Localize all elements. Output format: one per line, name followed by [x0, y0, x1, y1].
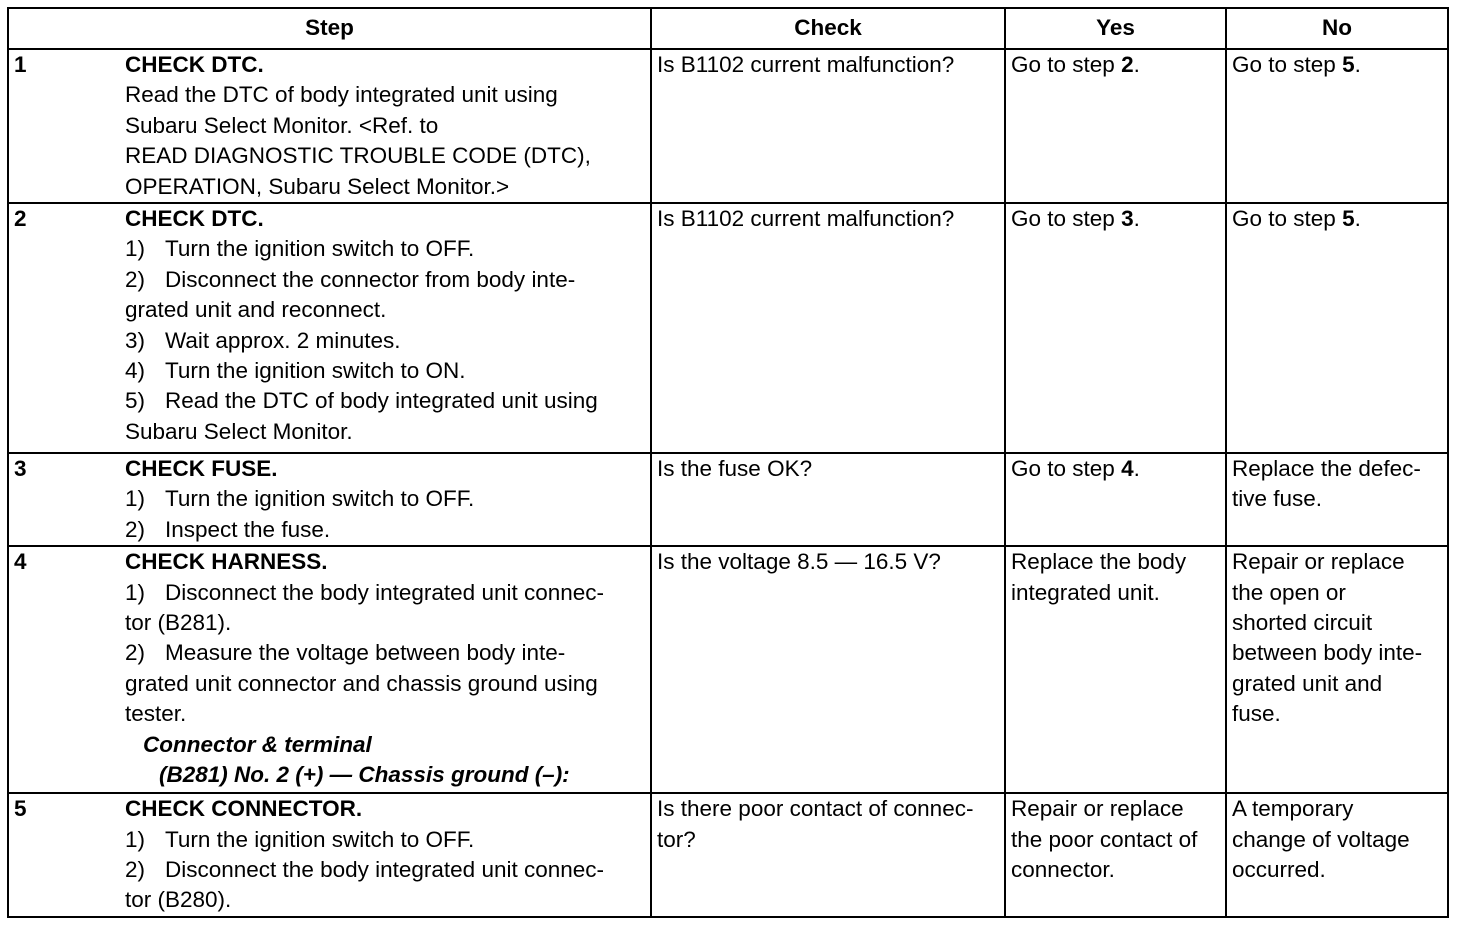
yes-line: the poor contact of	[1011, 826, 1198, 852]
step-title: CHECK FUSE.	[125, 456, 278, 482]
step-item	[125, 234, 650, 264]
no-cell	[1226, 793, 1448, 917]
step-item: grated unit connector and chassis ground using	[125, 670, 598, 696]
step-title: CHECK DTC.	[125, 52, 264, 77]
header-yes: Yes	[1005, 8, 1226, 49]
yes-cell	[1005, 49, 1226, 203]
yes-step-ref: 3	[1121, 206, 1134, 232]
item-text: Turn the ignition switch to OFF.	[165, 236, 475, 262]
header-step: Step	[8, 8, 651, 49]
step-item: tester.	[125, 701, 187, 727]
no-line: the open or	[1232, 579, 1346, 605]
no-cell	[1226, 203, 1448, 453]
step-number: 5	[8, 793, 125, 917]
item-text: Turn the ignition switch to OFF.	[165, 826, 475, 852]
check-cell	[651, 793, 1005, 917]
no-cell	[1226, 546, 1448, 793]
item-text: Measure the voltage between body inte-	[165, 640, 566, 666]
step-number: 3	[8, 453, 125, 546]
step-cell	[125, 793, 651, 917]
spec-value: (B281) No. 2 (+) — Chassis ground (–):	[159, 762, 570, 788]
step-cell	[125, 203, 651, 453]
check-cell	[651, 203, 1005, 453]
yes-text: Go to step	[1011, 52, 1122, 77]
no-line: shorted circuit	[1232, 610, 1373, 636]
item-text: Disconnect the body integrated unit connec-	[165, 857, 605, 883]
step-title: CHECK CONNECTOR.	[125, 796, 363, 822]
table-row	[8, 546, 1448, 793]
item-text: Wait approx. 2 minutes.	[165, 327, 401, 353]
item-text: Turn the ignition switch to OFF.	[165, 486, 475, 512]
yes-suffix: .	[1133, 456, 1140, 482]
yes-line: connector.	[1011, 857, 1115, 883]
yes-cell	[1005, 203, 1226, 453]
header-row	[8, 8, 1448, 49]
check-cell	[651, 453, 1005, 546]
table-row	[8, 453, 1448, 546]
item-number: 2)	[125, 516, 146, 542]
yes-step-ref: 4	[1121, 456, 1134, 482]
check-cell	[651, 49, 1005, 203]
no-line: Repair or replace	[1232, 549, 1405, 575]
step-cell	[125, 546, 651, 793]
no-line: Replace the defec-	[1232, 456, 1421, 482]
item-number: 4)	[125, 358, 146, 384]
no-step-ref: 5	[1342, 52, 1355, 77]
step-item	[125, 484, 650, 514]
yes-step-ref: 2	[1121, 52, 1134, 77]
step-item	[125, 326, 650, 356]
spec-title: Connector & terminal	[143, 731, 372, 757]
item-number: 2)	[125, 640, 146, 666]
header-check: Check	[651, 8, 1005, 49]
no-line: change of voltage	[1232, 826, 1410, 852]
check-text: Is B1102 current malfunction?	[657, 52, 955, 77]
table-row	[8, 793, 1448, 917]
no-suffix: .	[1354, 52, 1361, 77]
diagnostic-table	[7, 7, 1449, 918]
step-item	[125, 356, 650, 386]
step-line: READ DIAGNOSTIC TROUBLE CODE (DTC),	[125, 143, 591, 169]
step-item: tor (B280).	[125, 887, 232, 913]
header-no: No	[1226, 8, 1448, 49]
item-number: 1)	[125, 826, 146, 852]
no-text: Go to step	[1232, 206, 1343, 232]
step-number: 2	[8, 203, 125, 453]
check-cell	[651, 546, 1005, 793]
no-line: between body inte-	[1232, 640, 1423, 666]
step-item	[125, 515, 650, 545]
no-cell	[1226, 49, 1448, 203]
item-number: 2)	[125, 857, 146, 883]
check-text: Is B1102 current malfunction?	[657, 206, 955, 232]
item-number: 5)	[125, 388, 146, 414]
step-cell	[125, 453, 651, 546]
item-text: Read the DTC of body integrated unit using	[165, 388, 598, 414]
table-row	[8, 203, 1448, 453]
item-text: Disconnect the connector from body inte-	[165, 266, 576, 292]
item-number: 3)	[125, 327, 146, 353]
step-item	[125, 386, 650, 416]
yes-cell	[1005, 546, 1226, 793]
yes-line: Repair or replace	[1011, 796, 1184, 822]
step-cell	[125, 49, 651, 203]
yes-line: integrated unit.	[1011, 579, 1160, 605]
no-line: A temporary	[1232, 796, 1354, 822]
no-step-ref: 5	[1342, 206, 1355, 232]
step-title: CHECK DTC.	[125, 206, 264, 232]
yes-cell	[1005, 453, 1226, 546]
item-text: Disconnect the body integrated unit connec-	[165, 579, 605, 605]
yes-suffix: .	[1133, 52, 1140, 77]
no-line: occurred.	[1232, 857, 1326, 883]
no-suffix: .	[1354, 206, 1361, 232]
step-number: 4	[8, 546, 125, 793]
check-text: Is the fuse OK?	[657, 456, 813, 482]
step-number: 1	[8, 49, 125, 203]
step-item: tor (B281).	[125, 610, 232, 636]
no-line: tive fuse.	[1232, 486, 1323, 512]
table-row	[8, 49, 1448, 203]
yes-text: Go to step	[1011, 206, 1122, 232]
item-number: 1)	[125, 579, 146, 605]
step-item	[125, 638, 650, 668]
step-item	[125, 825, 650, 855]
item-number: 2)	[125, 266, 146, 292]
step-item: grated unit and reconnect.	[125, 297, 387, 323]
item-number: 1)	[125, 236, 146, 262]
check-text: Is the voltage 8.5 — 16.5 V?	[657, 549, 941, 575]
step-item	[125, 578, 650, 608]
no-line: fuse.	[1232, 701, 1281, 727]
item-number: 1)	[125, 486, 146, 512]
yes-line: Replace the body	[1011, 549, 1187, 575]
no-cell	[1226, 453, 1448, 546]
step-line: Read the DTC of body integrated unit using	[125, 82, 558, 108]
no-line: grated unit and	[1232, 670, 1383, 696]
yes-suffix: .	[1133, 206, 1140, 232]
no-text: Go to step	[1232, 52, 1343, 77]
step-line: Subaru Select Monitor. <Ref. to	[125, 112, 439, 138]
item-text: Inspect the fuse.	[165, 516, 331, 542]
check-line: tor?	[657, 826, 696, 852]
yes-text: Go to step	[1011, 456, 1122, 482]
step-item: Subaru Select Monitor.	[125, 418, 353, 444]
yes-cell	[1005, 793, 1226, 917]
step-line: OPERATION, Subaru Select Monitor.>	[125, 173, 510, 199]
step-item	[125, 855, 650, 885]
item-text: Turn the ignition switch to ON.	[165, 358, 466, 384]
check-line: Is there poor contact of connec-	[657, 796, 974, 822]
step-title: CHECK HARNESS.	[125, 549, 328, 575]
step-item	[125, 265, 650, 295]
